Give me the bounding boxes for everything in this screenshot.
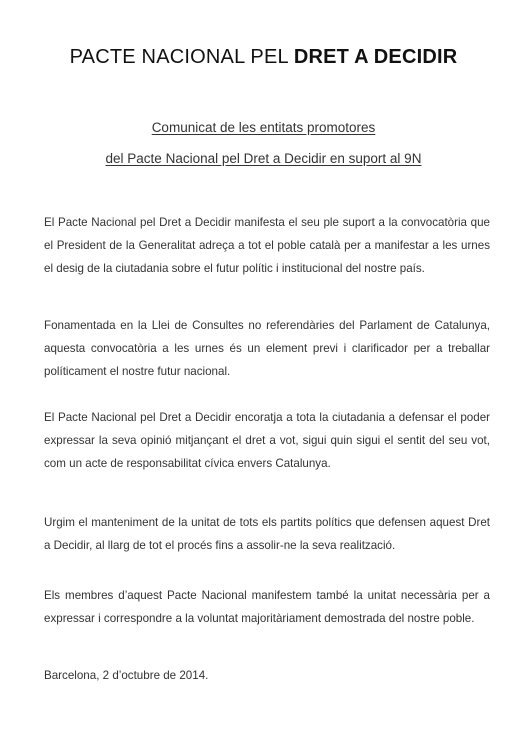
subtitle-line-2: del Pacte Nacional pel Dret a Decidir en suport al 9N bbox=[105, 151, 422, 166]
body-paragraph-4: Urgim el manteniment de la unitat de tots els partits polítics que defensen aquest Dret a Decidir, al llarg de tot el procés fins a assolir-ne la seva realització. bbox=[44, 516, 490, 552]
body-paragraph-1: El Pacte Nacional pel Dret a Decidir manifesta el seu ple suport a la convocatòria que el President de la Generalitat adreça a tot el poble català per a manifestar a les urnes el desig de la ciutadania sobre el futur polític i institucional del nostre país. bbox=[44, 216, 490, 275]
body-paragraph-2: Fonamentada en la Llei de Consultes no referendàries del Parlament de Catalunya, aquesta convocatòria a les urnes és un element previ i clarificador per a treballar políticament el nostre futur nacional. bbox=[44, 319, 490, 378]
body-paragraph-3: El Pacte Nacional pel Dret a Decidir encoratja a tota la ciutadania a defensar el poder expressar la seva opinió mitjançant el dret a vot, sigui quin sigui el sentit del seu vot, com un acte de responsabilitat cívica envers Catalunya. bbox=[44, 411, 490, 470]
header-title-bold: DRET A DECIDIR bbox=[293, 46, 458, 68]
subtitle-line-1: Comunicat de les entitats promotores bbox=[151, 120, 376, 135]
header-title-regular: PACTE NACIONAL PEL bbox=[69, 46, 294, 68]
body-paragraph-5: Els membres d’aquest Pacte Nacional manifestem també la unitat necessària per a expressar i correspondre a la voluntat majoritàriament demostrada del nostre poble. bbox=[44, 589, 490, 625]
date-line: Barcelona, 2 d’octubre de 2014. bbox=[44, 669, 209, 682]
document-header bbox=[0, 46, 527, 69]
